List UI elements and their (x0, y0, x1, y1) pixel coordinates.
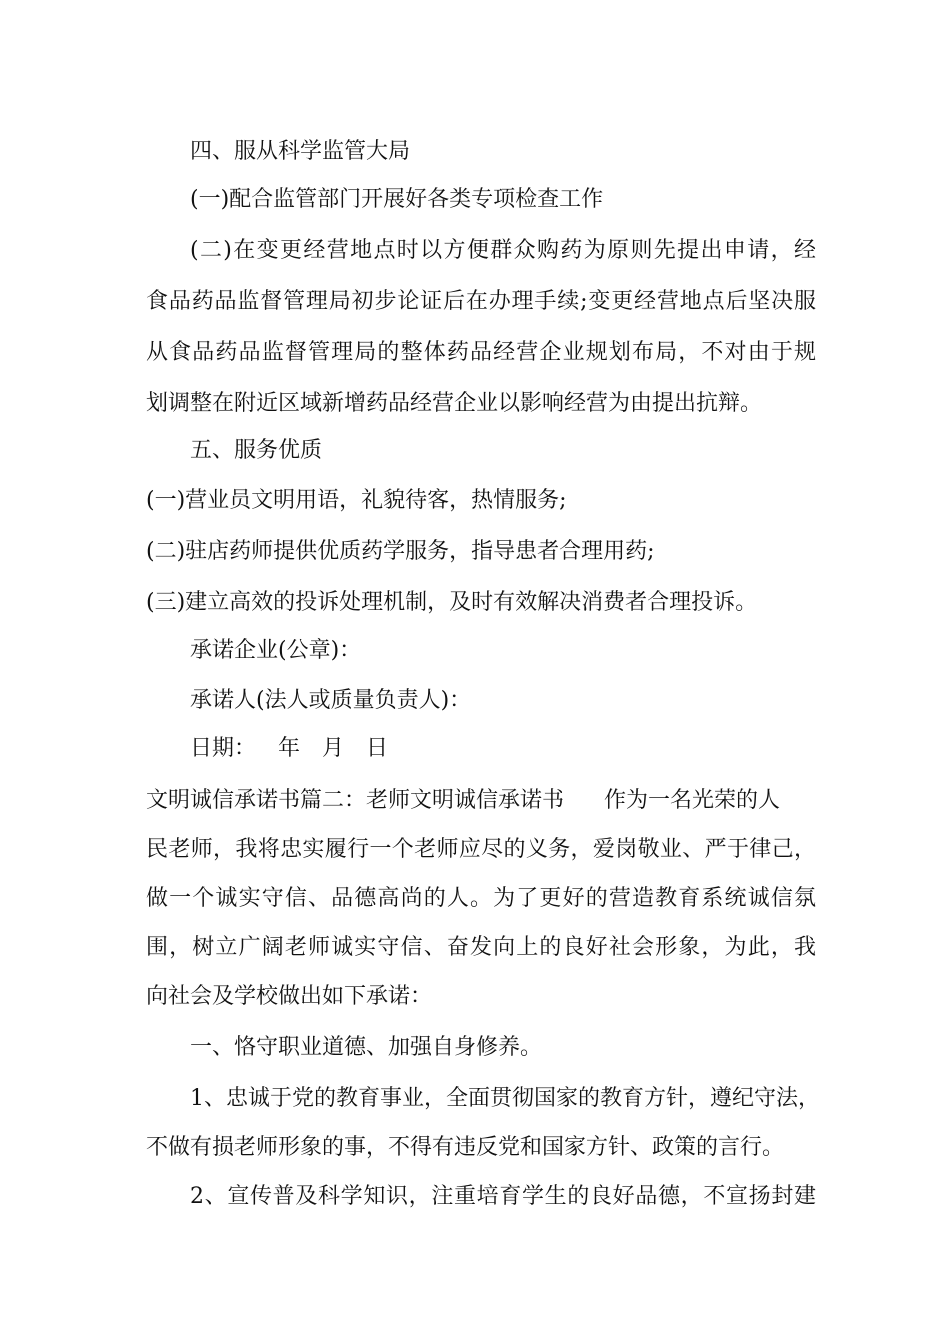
date-year: 年 (278, 736, 301, 761)
paragraph-4-1: (一)配合监管部门开展好各类专项检查工作 (190, 187, 604, 212)
part2-intro-first: 作为一名光荣的人 (604, 788, 781, 813)
date-label: 日期： (190, 736, 257, 761)
paragraph-4-2-line-3: 从食品药品监督管理局的整体药品经营企业规划布局，不对由于规 (146, 340, 816, 365)
date-day: 日 (366, 736, 389, 761)
paragraph-5-1: (一)营业员文明用语，礼貌待客，热情服务; (146, 488, 567, 513)
part2-intro-line-3: 围，树立广阔老师诚实守信、奋发向上的良好社会形象，为此，我 (146, 935, 816, 960)
paragraph-5-3: (三)建立高效的投诉处理机制，及时有效解决消费者合理投诉。 (146, 590, 758, 615)
section-heading-4: 四、服从科学监管大局 (190, 139, 411, 164)
paragraph-4-2-line-2: 食品药品监督管理局初步论证后在办理手续;变更经营地点后坚决服 (146, 289, 816, 314)
paragraph-4-2-line-1: (二)在变更经营地点时以方便群众购药为原则先提出申请，经 (190, 238, 816, 263)
paragraph-4-2-line-4: 划调整在附近区域新增药品经营企业以影响经营为由提出抗辩。 (146, 391, 763, 416)
section-heading-5: 五、服务优质 (190, 438, 323, 463)
date-month: 月 (322, 736, 345, 761)
part2-heading-1: 一、恪守职业道德、加强自身修养。 (190, 1035, 543, 1060)
part2-intro-line-4: 向社会及学校做出如下承诺： (146, 984, 433, 1009)
part2-intro-line-1: 民老师，我将忠实履行一个老师应尽的义务，爱岗敬业、严于律己， (146, 837, 816, 862)
sign-company: 承诺企业(公章)： (190, 638, 362, 663)
part2-title-line (146, 786, 816, 816)
sign-date (190, 734, 860, 764)
part2-intro-line-2: 做一个诚实守信、品德高尚的人。为了更好的营造教育系统诚信氛 (146, 886, 816, 911)
paragraph-5-2: (二)驻店药师提供优质药学服务，指导患者合理用药; (146, 539, 655, 564)
part2-title: 文明诚信承诺书篇二：老师文明诚信承诺书 (146, 788, 565, 813)
part2-item2-line-1: 2、宣传普及科学知识，注重培育学生的良好品德，不宣扬封建 (190, 1184, 816, 1209)
part2-item1-line-1: 1、忠诚于党的教育事业，全面贯彻国家的教育方针，遵纪守法， (190, 1086, 820, 1111)
part2-item1-line-2: 不做有损老师形象的事，不得有违反党和国家方针、政策的言行。 (146, 1135, 785, 1160)
sign-person: 承诺人(法人或质量负责人)： (190, 688, 472, 713)
